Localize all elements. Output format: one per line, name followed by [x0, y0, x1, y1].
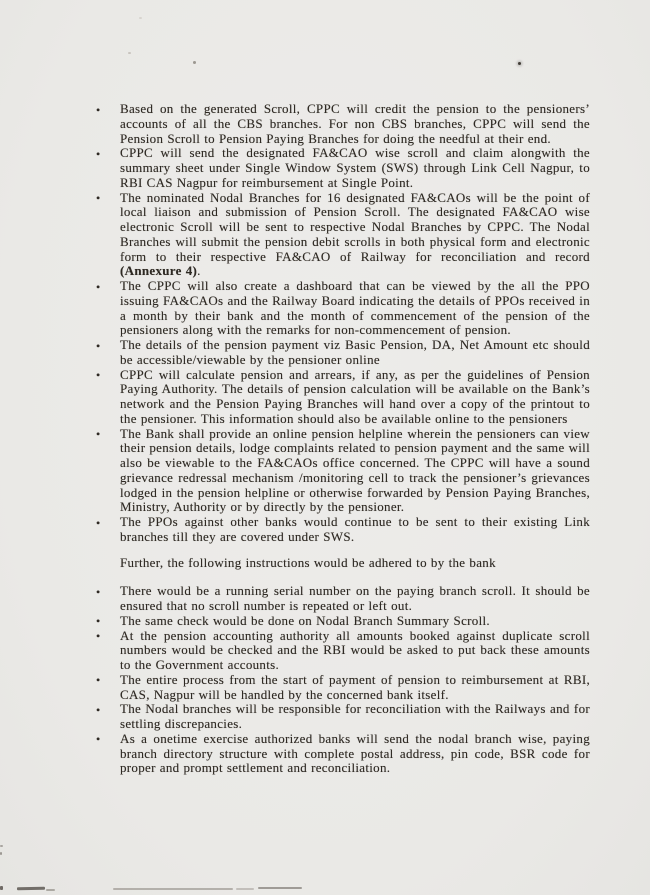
bullet-marker: •	[96, 146, 101, 161]
bullet-item	[92, 614, 590, 629]
bullet-text-segment: CPPC will calculate pension and arrears, if any, as per the guidelines of Pension Paying Authority. The details of pension calculation will be available on the Bank’s network and the Pension Paying Branches will hand over a copy of the printout to the pensioner. This information should also be available online to the pensioners	[120, 366, 590, 426]
bullet-marker: •	[96, 191, 101, 205]
bullet-marker: •	[96, 584, 101, 599]
bullet-item	[92, 732, 590, 776]
bullet-item	[92, 368, 590, 427]
bullet-text-segment: At the pension accounting authority all amounts booked against duplicate scroll numbers would be checked and the RBI would be asked to put back these amounts to the Government accounts.	[120, 627, 590, 672]
bullet-text	[120, 628, 590, 673]
bullet-marker: •	[96, 702, 101, 717]
bullet-marker: •	[96, 279, 101, 294]
bullet-text-segment: The PPOs against other banks would continue to be sent to their existing Link branches till they are covered under SWS.	[120, 514, 590, 544]
bullet-text	[120, 613, 490, 628]
bullet-marker: •	[96, 102, 101, 117]
bullet-text	[120, 367, 590, 426]
scan-smudge	[258, 887, 302, 889]
bullet-text-segment: CPPC will send the designated FA&CAO wise scroll and claim alongwith the summary sheet under Single Window System (SWS) through Link Cell Nagpur, to RBI CAS Nagpur for reimbursement at Single Point.	[120, 145, 590, 190]
bullet-marker: •	[96, 673, 101, 688]
bullet-text-segment: .	[197, 263, 201, 279]
bullet-item	[92, 584, 590, 614]
bullet-text-segment: The CPPC will also create a dashboard that can be viewed by the all the PPO issuing FA&CAOs and the Railway Board indicating the details of PPOs received in a month by their bank and the month of commencement of the pension of the pensioners along with the remarks for non-commencement of pension.	[120, 278, 590, 338]
bullet-text	[120, 101, 590, 146]
bullet-marker: •	[96, 614, 101, 629]
scan-speck	[193, 61, 196, 64]
bullet-text-bold: (Annexure 4)	[120, 263, 198, 279]
bullet-item	[92, 427, 590, 516]
scan-speck	[518, 62, 521, 65]
bullet-text-segment: The same check would be done on Nodal Branch Summary Scroll.	[120, 612, 490, 628]
scan-smudge	[46, 889, 55, 891]
bullet-text-segment: There would be a running serial number on the paying branch scroll. It should be ensured that no scroll number is repeated or left out.	[120, 583, 590, 613]
bullet-marker: •	[96, 427, 101, 441]
bullet-text-segment: The details of the pension payment viz Basic Pension, DA, Net Amount etc should be accessible/viewable by the pensioner online	[120, 337, 590, 367]
bullet-text	[120, 426, 590, 515]
scan-smudge	[17, 887, 45, 890]
primary-instructions-list	[92, 102, 590, 545]
bullet-text-segment: The nominated Nodal Branches for 16 designated FA&CAOs will be the point of local liaison and submission of Pension Scroll. The designated FA&CAO wise electronic Scroll will be sent to respective Nodal Branches by CPPC. The Nodal Branches will submit the pension debit scrolls in both physical form and electronic form to their respective FA&CAO of Railway for reconciliation and record	[120, 189, 590, 264]
secondary-instructions-list	[92, 584, 590, 776]
bullet-item	[92, 702, 590, 732]
bullet-item	[92, 338, 590, 368]
bullet-text	[120, 583, 590, 613]
bullet-item	[92, 629, 590, 673]
document-text-block	[92, 102, 590, 776]
bullet-text	[120, 701, 590, 731]
bullet-text-segment: The entire process from the start of payment of pension to reimbursement at RBI, CAS, Nagpur will be handled by the concerned bank itself.	[120, 671, 590, 702]
scan-smudge	[0, 845, 3, 847]
bullet-marker: •	[96, 368, 101, 382]
bullet-text	[120, 731, 590, 776]
bullet-text-segment: As a onetime exercise authorized banks will send the nodal branch wise, paying branch directory structure with complete postal address, pin code, BSR code for proper and prompt settlement and reconciliation.	[120, 730, 590, 776]
bullet-text-segment: The Bank shall provide an online pension helpline wherein the pensioners can view their pension details, lodge complaints related to pension payment and the same will also be viewable to the FA&CAOs office concerned. The CPPC will have a sound grievance redressal mechanism /monitoring cell to track the pensioner’s grievances lodged in the pension helpline or otherwise forwarded by Pension Paying Branches, Ministry, Authority or by directly by the pensioner.	[120, 425, 590, 515]
scan-smudge	[236, 888, 254, 890]
bullet-text	[120, 190, 590, 279]
bullet-text	[120, 672, 590, 702]
bullet-marker: •	[96, 732, 101, 747]
bullet-text	[120, 145, 590, 190]
bullet-item	[92, 673, 590, 703]
bullet-text	[120, 514, 590, 544]
bullet-text	[120, 337, 590, 367]
bullet-marker: •	[96, 515, 101, 530]
scan-smudge	[0, 852, 2, 855]
bullet-item	[92, 515, 590, 545]
bullet-item	[92, 146, 590, 190]
bullet-text	[120, 278, 590, 337]
bullet-text-segment: The Nodal branches will be responsible for reconciliation with the Railways and for settling discrepancies.	[120, 701, 590, 731]
scan-smudge	[0, 886, 3, 890]
further-instructions-line: Further, the following instructions would be adhered to by the bank	[120, 554, 496, 570]
scan-speck	[139, 17, 142, 19]
scan-speck	[128, 52, 131, 54]
bullet-item	[92, 102, 590, 146]
bullet-item	[92, 279, 590, 338]
bullet-marker: •	[96, 629, 101, 643]
bullet-marker: •	[96, 338, 101, 353]
bullet-text-segment: Based on the generated Scroll, CPPC will credit the pension to the pensioners’ accounts of all the CBS branches. For non CBS branches, CPPC will send the Pension Scroll to Pension Paying Branches for doing the needful at their end.	[120, 101, 590, 146]
bullet-item	[92, 191, 590, 280]
scan-smudge	[113, 888, 233, 890]
